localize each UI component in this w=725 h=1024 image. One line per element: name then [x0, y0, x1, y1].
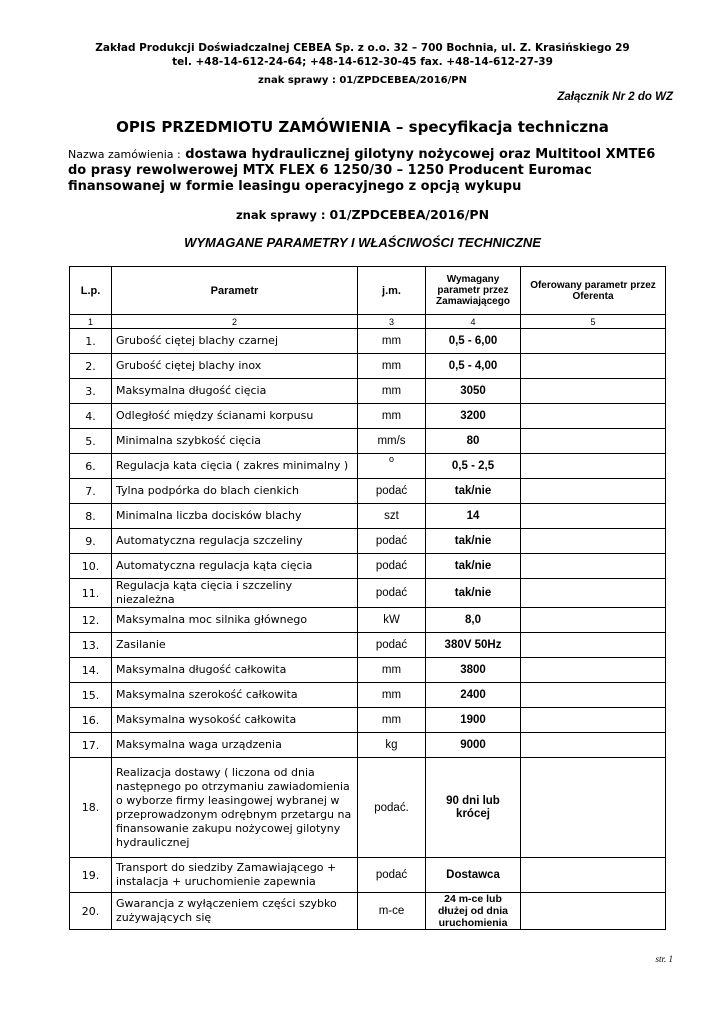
required-value-cell: 8,0 — [426, 608, 521, 633]
table-row — [70, 579, 666, 608]
required-value-cell: 3050 — [426, 379, 521, 404]
row-number: 18. — [70, 758, 112, 858]
unit-cell: mm — [358, 379, 426, 404]
required-value-cell: 24 m-ce lub dłużej od dnia uruchomienia — [426, 893, 521, 930]
offered-value-cell[interactable] — [521, 758, 666, 858]
table-row — [70, 354, 666, 379]
required-value-cell: tak/nie — [426, 479, 521, 504]
row-number: 1. — [70, 329, 112, 354]
column-number: 5 — [521, 315, 666, 329]
header-case-number: znak sprawy : 01/ZPDCEBEA/2016/PN — [258, 75, 467, 86]
row-number: 3. — [70, 379, 112, 404]
order-description — [68, 147, 668, 195]
required-value-cell: 90 dni lub krócej — [426, 758, 521, 858]
parameter-cell: Minimalna szybkość cięcia — [112, 429, 358, 454]
required-value-cell: 3200 — [426, 404, 521, 429]
parameter-cell: Gwarancja z wyłączeniem części szybko zużywających się — [112, 893, 358, 930]
offered-value-cell[interactable] — [521, 379, 666, 404]
table-row — [70, 683, 666, 708]
parameter-cell: Maksymalna szerokość całkowita — [112, 683, 358, 708]
required-value-cell: 1900 — [426, 708, 521, 733]
parameter-cell: Tylna podpórka do blach cienkich — [112, 479, 358, 504]
required-value-cell: 14 — [426, 504, 521, 529]
row-number: 20. — [70, 893, 112, 930]
table-row — [70, 479, 666, 504]
order-text: dostawa hydraulicznej gilotyny nożycowej oraz Multitool XMTE6 do prasy rewolwerowej MTX FLEX 6 1250/30 – 1250 Producent Euromac finansowanej w formie leasingu operacyjnego z opcją wykupu — [68, 147, 656, 194]
unit-cell: podać — [358, 858, 426, 893]
header-lp: L.p. — [70, 267, 112, 315]
table-row — [70, 893, 666, 930]
table-row — [70, 379, 666, 404]
table-row — [70, 733, 666, 758]
section-subtitle: WYMAGANE PARAMETRY I WŁAŚCIWOŚCI TECHNICZNE — [184, 235, 541, 250]
offered-value-cell[interactable] — [521, 329, 666, 354]
table-row — [70, 454, 666, 479]
parameter-cell: Realizacja dostawy ( liczona od dnia następnego po otrzymaniu zawiadomienia o wyborze firmy leasingowej wybranej w przeprowadzonym odrębnym przetargu na finansowanie zakupu nożycowej gilotyny hydraulicznej — [112, 758, 358, 858]
offered-value-cell[interactable] — [521, 608, 666, 633]
row-number: 13. — [70, 633, 112, 658]
parameter-cell: Maksymalna moc silnika głównego — [112, 608, 358, 633]
parameter-cell: Minimalna liczba docisków blachy — [112, 504, 358, 529]
attachment-label: Załącznik Nr 2 do WZ — [557, 91, 673, 103]
offered-value-cell[interactable] — [521, 429, 666, 454]
unit-cell: mm — [358, 708, 426, 733]
offered-value-cell[interactable] — [521, 554, 666, 579]
table-row — [70, 329, 666, 354]
required-value-cell: tak/nie — [426, 529, 521, 554]
row-number: 11. — [70, 579, 112, 608]
unit-cell: podać. — [358, 758, 426, 858]
row-number: 7. — [70, 479, 112, 504]
page-number: str. 1 — [655, 954, 673, 964]
parameter-cell: Automatyczna regulacja szczeliny — [112, 529, 358, 554]
header-parameter: Parametr — [112, 267, 358, 315]
row-number: 16. — [70, 708, 112, 733]
company-contact-line: tel. +48-14-612-24-64; +48-14-612-30-45 fax. +48-14-612-27-39 — [172, 56, 553, 68]
row-number: 10. — [70, 554, 112, 579]
unit-cell: o — [358, 454, 426, 479]
case-number — [0, 207, 725, 222]
offered-value-cell[interactable] — [521, 733, 666, 758]
required-value-cell: Dostawca — [426, 858, 521, 893]
unit-cell: mm — [358, 683, 426, 708]
required-value-cell: 0,5 - 6,00 — [426, 329, 521, 354]
table-row — [70, 858, 666, 893]
parameter-cell: Regulacja kata cięcia ( zakres minimalny ) — [112, 454, 358, 479]
unit-cell: podać — [358, 479, 426, 504]
required-value-cell: 0,5 - 4,00 — [426, 354, 521, 379]
parameter-cell: Transport do siedziby Zamawiającego + instalacja + uruchomienie zapewnia — [112, 858, 358, 893]
column-number: 3 — [358, 315, 426, 329]
header-offered: Oferowany parametr przez Oferenta — [521, 267, 666, 315]
parameter-cell: Regulacja kąta cięcia i szczeliny niezależna — [112, 579, 358, 608]
row-number: 6. — [70, 454, 112, 479]
offered-value-cell[interactable] — [521, 504, 666, 529]
unit-cell: podać — [358, 554, 426, 579]
offered-value-cell[interactable] — [521, 454, 666, 479]
offered-value-cell[interactable] — [521, 658, 666, 683]
offered-value-cell[interactable] — [521, 893, 666, 930]
row-number: 5. — [70, 429, 112, 454]
row-number: 4. — [70, 404, 112, 429]
table-row — [70, 429, 666, 454]
table-row — [70, 758, 666, 858]
row-number: 12. — [70, 608, 112, 633]
offered-value-cell[interactable] — [521, 479, 666, 504]
row-number: 9. — [70, 529, 112, 554]
row-number: 17. — [70, 733, 112, 758]
offered-value-cell[interactable] — [521, 579, 666, 608]
required-value-cell: tak/nie — [426, 554, 521, 579]
parameter-cell: Maksymalna wysokość całkowita — [112, 708, 358, 733]
required-value-cell: 80 — [426, 429, 521, 454]
offered-value-cell[interactable] — [521, 683, 666, 708]
table-header-row — [70, 267, 666, 315]
row-number: 15. — [70, 683, 112, 708]
row-number: 8. — [70, 504, 112, 529]
unit-cell: podać — [358, 529, 426, 554]
offered-value-cell[interactable] — [521, 404, 666, 429]
parameter-cell: Zasilanie — [112, 633, 358, 658]
table-row — [70, 504, 666, 529]
row-number: 2. — [70, 354, 112, 379]
unit-cell: mm — [358, 329, 426, 354]
required-value-cell: 3800 — [426, 658, 521, 683]
case-number-label: znak sprawy : — [235, 208, 330, 222]
unit-cell: kW — [358, 608, 426, 633]
parameter-cell: Maksymalna długość całkowita — [112, 658, 358, 683]
offered-value-cell[interactable] — [521, 858, 666, 893]
unit-cell: mm — [358, 404, 426, 429]
table-row — [70, 658, 666, 683]
unit-cell: szt — [358, 504, 426, 529]
document-title: OPIS PRZEDMIOTU ZAMÓWIENIA – specyfikacja techniczna — [116, 118, 609, 136]
unit-cell: mm/s — [358, 429, 426, 454]
row-number: 19. — [70, 858, 112, 893]
case-number-value: 01/ZPDCEBEA/2016/PN — [329, 207, 490, 222]
order-label: Nazwa zamówienia : — [68, 148, 181, 161]
offered-value-cell[interactable] — [521, 354, 666, 379]
company-address-line: Zakład Produkcji Doświadczalnej CEBEA Sp. z o.o. 32 – 700 Bochnia, ul. Z. Krasińskiego 29 — [95, 42, 630, 54]
row-number: 14. — [70, 658, 112, 683]
offered-value-cell[interactable] — [521, 708, 666, 733]
header-unit: j.m. — [358, 267, 426, 315]
parameter-cell: Grubość ciętej blachy inox — [112, 354, 358, 379]
required-value-cell: 2400 — [426, 683, 521, 708]
required-value-cell: 0,5 - 2,5 — [426, 454, 521, 479]
offered-value-cell[interactable] — [521, 529, 666, 554]
column-number: 1 — [70, 315, 112, 329]
unit-cell: kg — [358, 733, 426, 758]
parameter-cell: Maksymalna długość cięcia — [112, 379, 358, 404]
parameter-cell: Odległość między ścianami korpusu — [112, 404, 358, 429]
unit-cell: mm — [358, 658, 426, 683]
table-row — [70, 708, 666, 733]
unit-cell: podać — [358, 633, 426, 658]
table-row — [70, 554, 666, 579]
table-row — [70, 529, 666, 554]
table-row — [70, 608, 666, 633]
unit-cell: m-ce — [358, 893, 426, 930]
column-number: 2 — [112, 315, 358, 329]
parameter-cell: Grubość ciętej blachy czarnej — [112, 329, 358, 354]
table-row — [70, 633, 666, 658]
table-row — [70, 404, 666, 429]
required-value-cell: tak/nie — [426, 579, 521, 608]
column-number: 4 — [426, 315, 521, 329]
parameter-cell: Maksymalna waga urządzenia — [112, 733, 358, 758]
required-value-cell: 9000 — [426, 733, 521, 758]
parameters-table — [69, 266, 666, 930]
column-number-row — [70, 315, 666, 329]
header-required: Wymagany parametr przez Zamawiającego — [426, 267, 521, 315]
unit-cell: mm — [358, 354, 426, 379]
required-value-cell: 380V 50Hz — [426, 633, 521, 658]
offered-value-cell[interactable] — [521, 633, 666, 658]
unit-cell: podać — [358, 579, 426, 608]
parameter-cell: Automatyczna regulacja kąta cięcia — [112, 554, 358, 579]
